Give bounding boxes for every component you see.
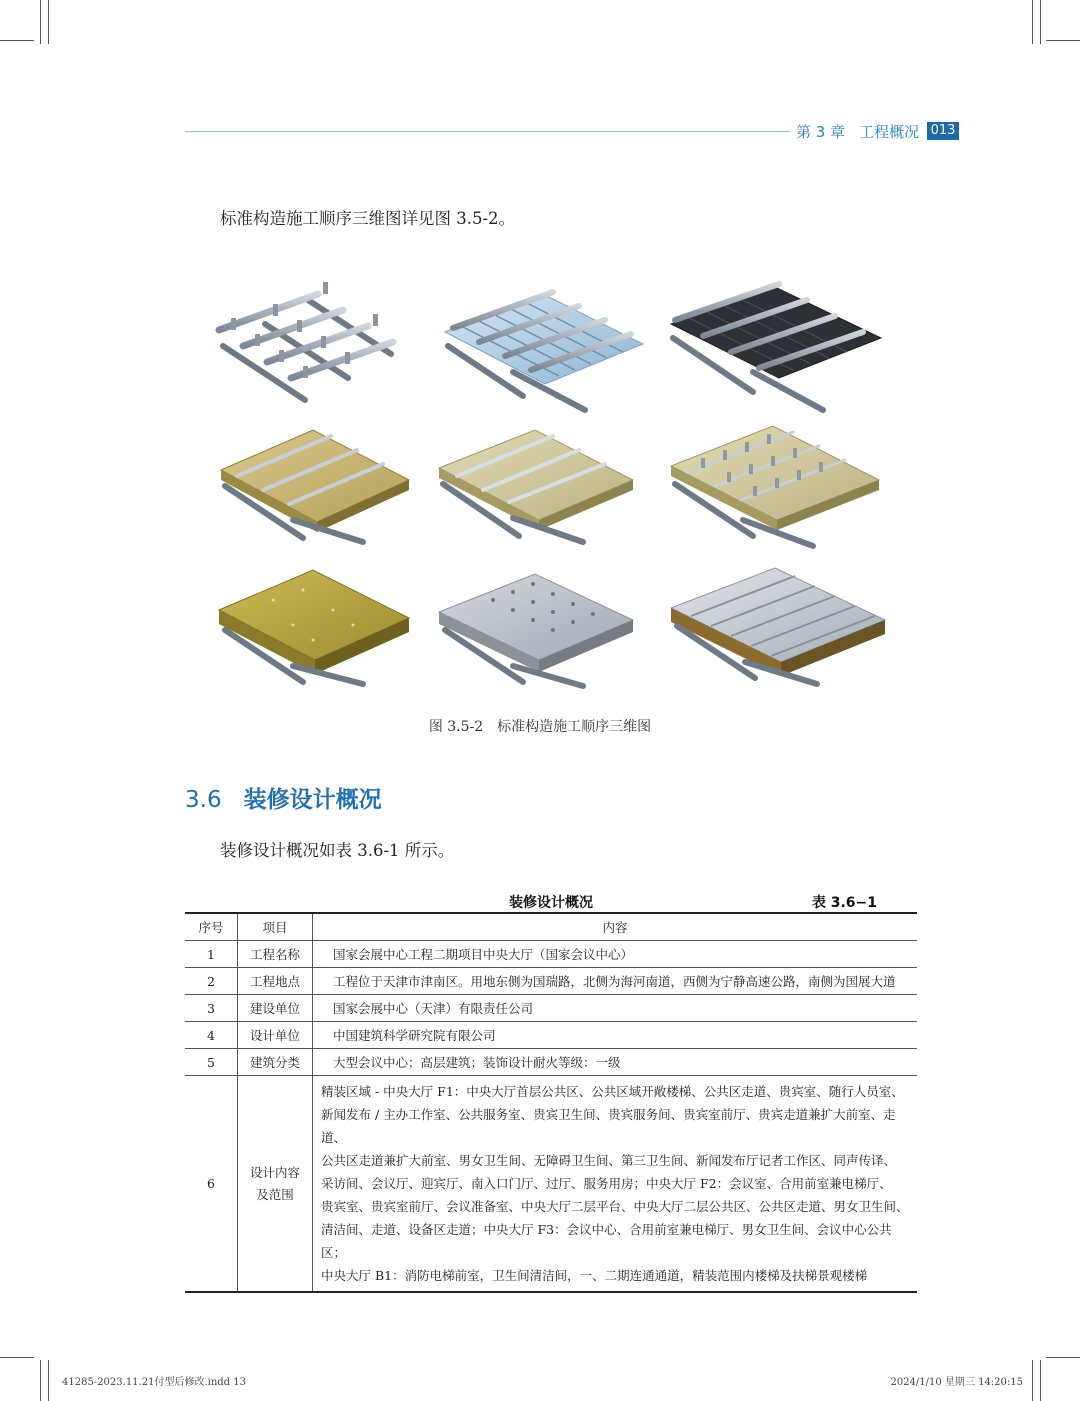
row-content: 大型会议中心；高层建筑；装饰设计耐火等级：一级 [313,1049,918,1076]
slug-file-info: 41285-2023.11.21付型后修改.indd 13 [62,1377,246,1388]
crop-mark [1046,40,1080,41]
panel-6-insulation-clips [671,426,879,546]
construction-sequence-figure [213,280,889,710]
content-line: 中央大厅 B1：消防电梯前室，卫生间清洁间，一、二期连通通道，精装范围内楼梯及扶梯景观楼梯 [321,1268,868,1283]
crop-mark [40,0,41,44]
table-row [185,1076,917,1293]
row-item: 工程名称 [238,941,313,968]
header-rule [185,131,790,132]
decoration-design-table [185,912,917,1293]
header-item: 项目 [238,913,313,941]
row-content [313,1076,918,1293]
header-no: 序号 [185,913,238,941]
panel-2-profiled-deck [445,292,643,410]
section-title: 装修设计概况 [243,787,382,813]
table-header-row [185,913,917,941]
row-no: 5 [185,1049,238,1076]
row-content: 工程位于天津市津南区。用地东侧为国瑞路，北侧为海河南道，西侧为宁静高速公路，南侧为国展大道 [313,968,918,995]
panel-9-metal-roof [671,568,885,684]
panel-4-insulation [221,430,409,542]
row-item: 建筑分类 [238,1049,313,1076]
intro-paragraph: 标准构造施工顺序三维图详见图 3.5-2。 [220,209,516,228]
crop-mark [0,1357,34,1358]
row-no: 2 [185,968,238,995]
panel-3-membrane [671,284,881,410]
chapter-label: 第 3 章 [796,123,846,141]
panel-5-insulation-layer [439,430,633,542]
row-no: 1 [185,941,238,968]
crop-mark [1040,1360,1041,1401]
table-number: 表 3.6−1 [811,895,877,911]
chapter-title: 工程概况 [859,123,920,141]
crop-mark [48,1360,49,1401]
row-content: 国家会展中心（天津）有限责任公司 [313,995,918,1022]
content-line: 采访间、会议厅、迎宾厅、南入口门厅、过厅、服务用房；中央大厅 F2：会议室、合用前室兼电梯厅、 [321,1176,892,1191]
panel-8-cover-board [439,574,633,686]
crop-mark [1032,0,1033,44]
crop-mark [1032,1360,1033,1401]
table-title: 装修设计概况 [509,895,593,911]
figure-caption: 图 3.5-2 标准构造施工顺序三维图 [428,719,652,735]
table-row [185,1049,917,1076]
running-header [796,121,919,142]
slug-timestamp: 2024/1/10 星期三 14:20:15 [890,1377,1023,1388]
table-row [185,968,917,995]
header-content: 内容 [313,913,918,941]
row-no: 3 [185,995,238,1022]
panel-7-rock-wool [219,570,409,684]
row-item: 工程地点 [238,968,313,995]
row-item [238,1076,313,1293]
table-row [185,941,917,968]
row-content: 中国建筑科学研究院有限公司 [313,1022,918,1049]
panel-1-steel-frame [219,282,413,400]
section-paragraph: 装修设计概况如表 3.6-1 所示。 [220,841,455,860]
crop-mark [1040,0,1041,44]
row-item: 设计单位 [238,1022,313,1049]
content-line: 新闻发布 / 主办工作室、公共服务室、贵宾卫生间、贵宾服务间、贵宾室前厅、贵宾走道兼扩大前室、走道、 [321,1107,896,1145]
crop-mark [40,1360,41,1401]
content-line: 精装区域 - 中央大厅 F1：中央大厅首层公共区、公共区域开敞楼梯、公共区走道、贵宾室、随行人员室、 [321,1084,904,1099]
section-heading [185,781,382,814]
row-item-line: 及范围 [256,1186,294,1202]
table-row [185,1022,917,1049]
content-line: 贵宾室、贵宾室前厅、会议准备室、中央大厅二层平台、中央大厅二层公共区、公共区走道、男女卫生间、 [321,1199,909,1214]
crop-mark [1046,1357,1080,1358]
row-item: 建设单位 [238,995,313,1022]
section-number: 3.6 [185,787,222,813]
crop-mark [48,0,49,44]
row-no: 4 [185,1022,238,1049]
row-no: 6 [185,1076,238,1293]
crop-mark [0,40,34,41]
row-item-line: 设计内容 [249,1164,300,1180]
content-line: 公共区走道兼扩大前室、男女卫生间、无障碍卫生间、第三卫生间、新闻发布厅记者工作区、同声传译、 [321,1153,897,1168]
row-content: 国家会展中心工程二期项目中央大厅（国家会议中心） [313,941,918,968]
content-line: 清洁间、走道、设备区走道；中央大厅 F3：会议中心、合用前室兼电梯厅、男女卫生间、会议中心公共区； [321,1222,892,1260]
page-number: 013 [927,122,959,140]
table-row [185,995,917,1022]
